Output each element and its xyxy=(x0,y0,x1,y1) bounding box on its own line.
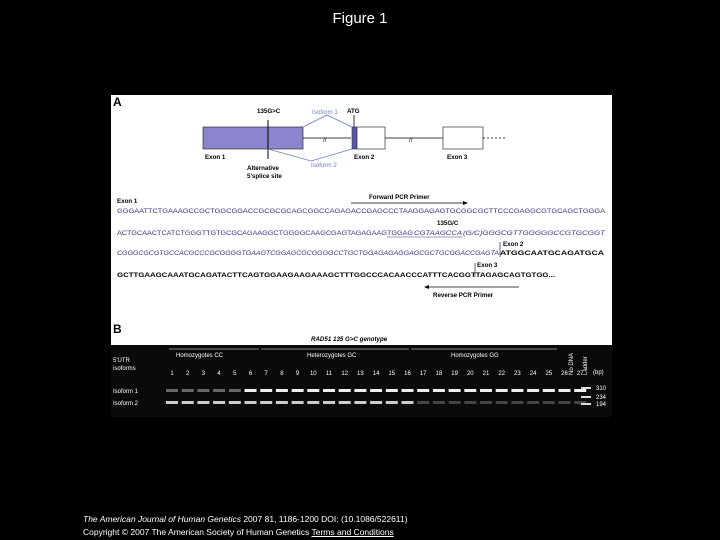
exon2-marker: Exon 2 xyxy=(503,241,524,248)
atg-label: ATG xyxy=(347,108,360,115)
lane-number: 8 xyxy=(280,371,284,377)
lane-number: 26 xyxy=(561,371,568,377)
lane-number: 2 xyxy=(186,371,190,377)
lane-number: 10 xyxy=(309,371,317,377)
band-isoform1 xyxy=(449,389,461,392)
exon2-label: Exon 2 xyxy=(354,154,375,161)
isoform2-splice-arc xyxy=(268,149,352,161)
utr-label-2: isoforms xyxy=(113,366,136,372)
band-isoform1 xyxy=(527,389,539,392)
intron-break-1: // xyxy=(323,137,327,144)
lane-number: 12 xyxy=(341,371,349,377)
band-isoform1 xyxy=(559,389,571,392)
band-isoform1 xyxy=(354,389,366,392)
panel-a-label: A xyxy=(113,95,122,109)
snp-position-label: 135G/C xyxy=(437,220,459,227)
exon2-box xyxy=(357,127,385,149)
band-isoform1 xyxy=(229,389,241,392)
isoform1-label: Isoform 1 xyxy=(312,109,338,116)
panel-b-label: B xyxy=(113,322,122,336)
band-isoform1 xyxy=(417,389,429,392)
band-isoform1 xyxy=(543,389,555,392)
exon2-coding-part xyxy=(352,127,357,149)
lane-number: 27 xyxy=(576,371,584,377)
alt-splice-label-2: 5'splice site xyxy=(247,173,282,180)
lane-number: 17 xyxy=(419,371,427,377)
ladder-size-310: 310 xyxy=(596,386,607,392)
band-isoform2 xyxy=(323,401,335,404)
snp-label: 135G>C xyxy=(257,108,281,115)
lane-number: 22 xyxy=(498,371,506,377)
lane-number: 4 xyxy=(217,371,221,377)
band-isoform2 xyxy=(464,401,476,404)
sequence-line-2b: CGTAAGCCA xyxy=(414,230,462,237)
band-isoform2 xyxy=(276,401,288,404)
ladder-band-194 xyxy=(581,403,591,405)
band-isoform1 xyxy=(307,389,319,392)
journal-name: The American Journal of Human Genetics xyxy=(83,514,241,524)
isoform1-splice-arc xyxy=(303,115,352,127)
band-isoform1 xyxy=(197,389,209,392)
page-title: Figure 1 xyxy=(332,10,388,27)
ladder-label: Ladder xyxy=(583,356,589,375)
forward-primer-label: Forward PCR Primer xyxy=(369,194,430,201)
band-isoform1 xyxy=(370,389,382,392)
seq-header: Exon 1 xyxy=(117,198,138,205)
band-isoform1 xyxy=(402,389,414,392)
band-isoform1 xyxy=(323,389,335,392)
band-isoform2 xyxy=(386,401,398,404)
band-isoform2 xyxy=(559,401,571,404)
intron-break-2: // xyxy=(409,137,413,144)
band-isoform2 xyxy=(511,401,523,404)
lane-number: 23 xyxy=(514,371,521,377)
lane-number: 25 xyxy=(545,371,553,377)
no-dna-label: No DNA xyxy=(569,352,575,375)
band-isoform2 xyxy=(496,401,508,404)
ladder-band-234 xyxy=(581,396,591,398)
exon1-box xyxy=(203,127,303,149)
sequence-line-3b: ATGGCAATGCAGATGCA xyxy=(500,250,605,257)
group-gg-label: Homozygotes GG xyxy=(451,353,499,359)
band-isoform1 xyxy=(182,389,194,392)
sequence-line-1: GGGAATTCTGAAAGCCGCTGGCGGACCGCGCGCAGCGGCCAGAGACCGAGCCCTAAGGAGAGTGCGGCGCTTCCCGAGGCGTGCAGCTGGGA xyxy=(117,208,607,215)
isoform1-row-label: Isoform 1 xyxy=(113,389,139,395)
band-isoform2 xyxy=(166,401,178,404)
isoform2-label: Isoform 2 xyxy=(311,162,337,169)
band-isoform1 xyxy=(339,389,351,392)
group-cc-label: Homozygotes CC xyxy=(176,353,224,359)
citation-line xyxy=(83,514,407,524)
band-isoform2 xyxy=(260,401,272,404)
band-isoform2 xyxy=(182,401,194,404)
sequence-line-3a: CGGGCGCGTGCCACGCCCGCGGGGTGAAGTCGGAGCGCGGGGCCTGCTGGAGAGAGGAGCGCTGCGGACCGAGTA xyxy=(117,250,499,257)
band-isoform2 xyxy=(402,401,414,404)
lane-number: 13 xyxy=(357,371,364,377)
band-isoform1 xyxy=(386,389,398,392)
ladder-size-234: 234 xyxy=(596,395,607,401)
band-isoform1 xyxy=(574,389,586,392)
band-isoform1 xyxy=(292,389,304,392)
band-isoform2 xyxy=(433,401,445,404)
band-isoform2 xyxy=(370,401,382,404)
genotype-title: RAD51 135 G>C genotype xyxy=(311,336,388,343)
reverse-primer-arrowhead xyxy=(424,285,429,289)
isoform2-row-label: Isoform 2 xyxy=(113,401,139,407)
band-isoform1 xyxy=(260,389,272,392)
band-isoform2 xyxy=(292,401,304,404)
exon3-label: Exon 3 xyxy=(447,154,468,161)
band-isoform1 xyxy=(464,389,476,392)
ladder-band-310 xyxy=(581,387,591,389)
lane-number: 11 xyxy=(325,371,333,377)
lane-number: 18 xyxy=(435,371,443,377)
band-isoform2 xyxy=(449,401,461,404)
figure-canvas xyxy=(111,95,612,417)
lane-number: 24 xyxy=(529,371,537,377)
band-isoform2 xyxy=(245,401,257,404)
alt-splice-label-1: Alternative xyxy=(247,165,279,172)
band-isoform2 xyxy=(543,401,555,404)
band-isoform2 xyxy=(229,401,241,404)
band-isoform1 xyxy=(213,389,225,392)
lane-number: 7 xyxy=(264,371,268,377)
band-isoform2 xyxy=(339,401,351,404)
lane-number: 15 xyxy=(388,371,396,377)
exon1-label: Exon 1 xyxy=(205,154,226,161)
lane-number: 3 xyxy=(201,371,206,377)
sequence-line-4: GCTTGAAGCAAATGCAGATACTTCAGTGGAAGAAGAAAGCTTTGGCCCACAACCCATTTCACGGTTAGAGCAGTGTGG... xyxy=(117,272,556,279)
exon3-box xyxy=(443,127,483,149)
lane-number: 1 xyxy=(170,371,174,377)
group-gc-label: Heterozygotes GC xyxy=(307,353,357,359)
terms-link[interactable]: Terms and Conditions xyxy=(311,527,394,537)
reverse-primer-label: Reverse PCR Primer xyxy=(433,292,494,299)
band-isoform1 xyxy=(166,389,178,392)
band-isoform1 xyxy=(276,389,288,392)
band-isoform2 xyxy=(480,401,492,404)
lane-number: 9 xyxy=(295,371,300,377)
lane-number: 19 xyxy=(451,371,458,377)
copyright-text: Copyright © 2007 The American Society of Human Genetics xyxy=(83,527,310,537)
lane-number: 16 xyxy=(404,371,411,377)
sequence-line-2a: ACTGCAACTCATCTGGGTTGTGCGCAGAAGGCTGGGGCAAGCGAGTAGAGAAGTGGAG xyxy=(117,230,414,237)
exon3-marker: Exon 3 xyxy=(477,262,498,269)
utr-label-1: 5'UTR xyxy=(113,358,130,364)
figure-image xyxy=(111,95,612,417)
copyright-line xyxy=(83,527,394,537)
lane-number: 14 xyxy=(372,371,380,377)
lane-number: 6 xyxy=(248,371,253,377)
forward-primer-arrowhead xyxy=(463,201,468,205)
band-isoform2 xyxy=(307,401,319,404)
bp-unit-label: (bp) xyxy=(593,370,604,376)
band-isoform2 xyxy=(354,401,366,404)
lane-number: 5 xyxy=(233,371,237,377)
band-isoform1 xyxy=(480,389,492,392)
band-isoform2 xyxy=(417,401,429,404)
citation-text: 2007 81, 1186-1200 DOI: (10.1086/522611) xyxy=(240,514,408,524)
band-isoform1 xyxy=(511,389,523,392)
band-isoform1 xyxy=(496,389,508,392)
band-isoform1 xyxy=(433,389,445,392)
ladder-size-194: 194 xyxy=(596,402,607,408)
sequence-line-2c: (G/C)GGGCGTTGGGGGCCGTGCGGT xyxy=(463,230,607,237)
lane-number: 20 xyxy=(466,371,474,377)
lane-number: 21 xyxy=(482,371,490,377)
band-isoform2 xyxy=(527,401,539,404)
band-isoform2 xyxy=(197,401,209,404)
band-isoform2 xyxy=(213,401,225,404)
band-isoform1 xyxy=(245,389,257,392)
